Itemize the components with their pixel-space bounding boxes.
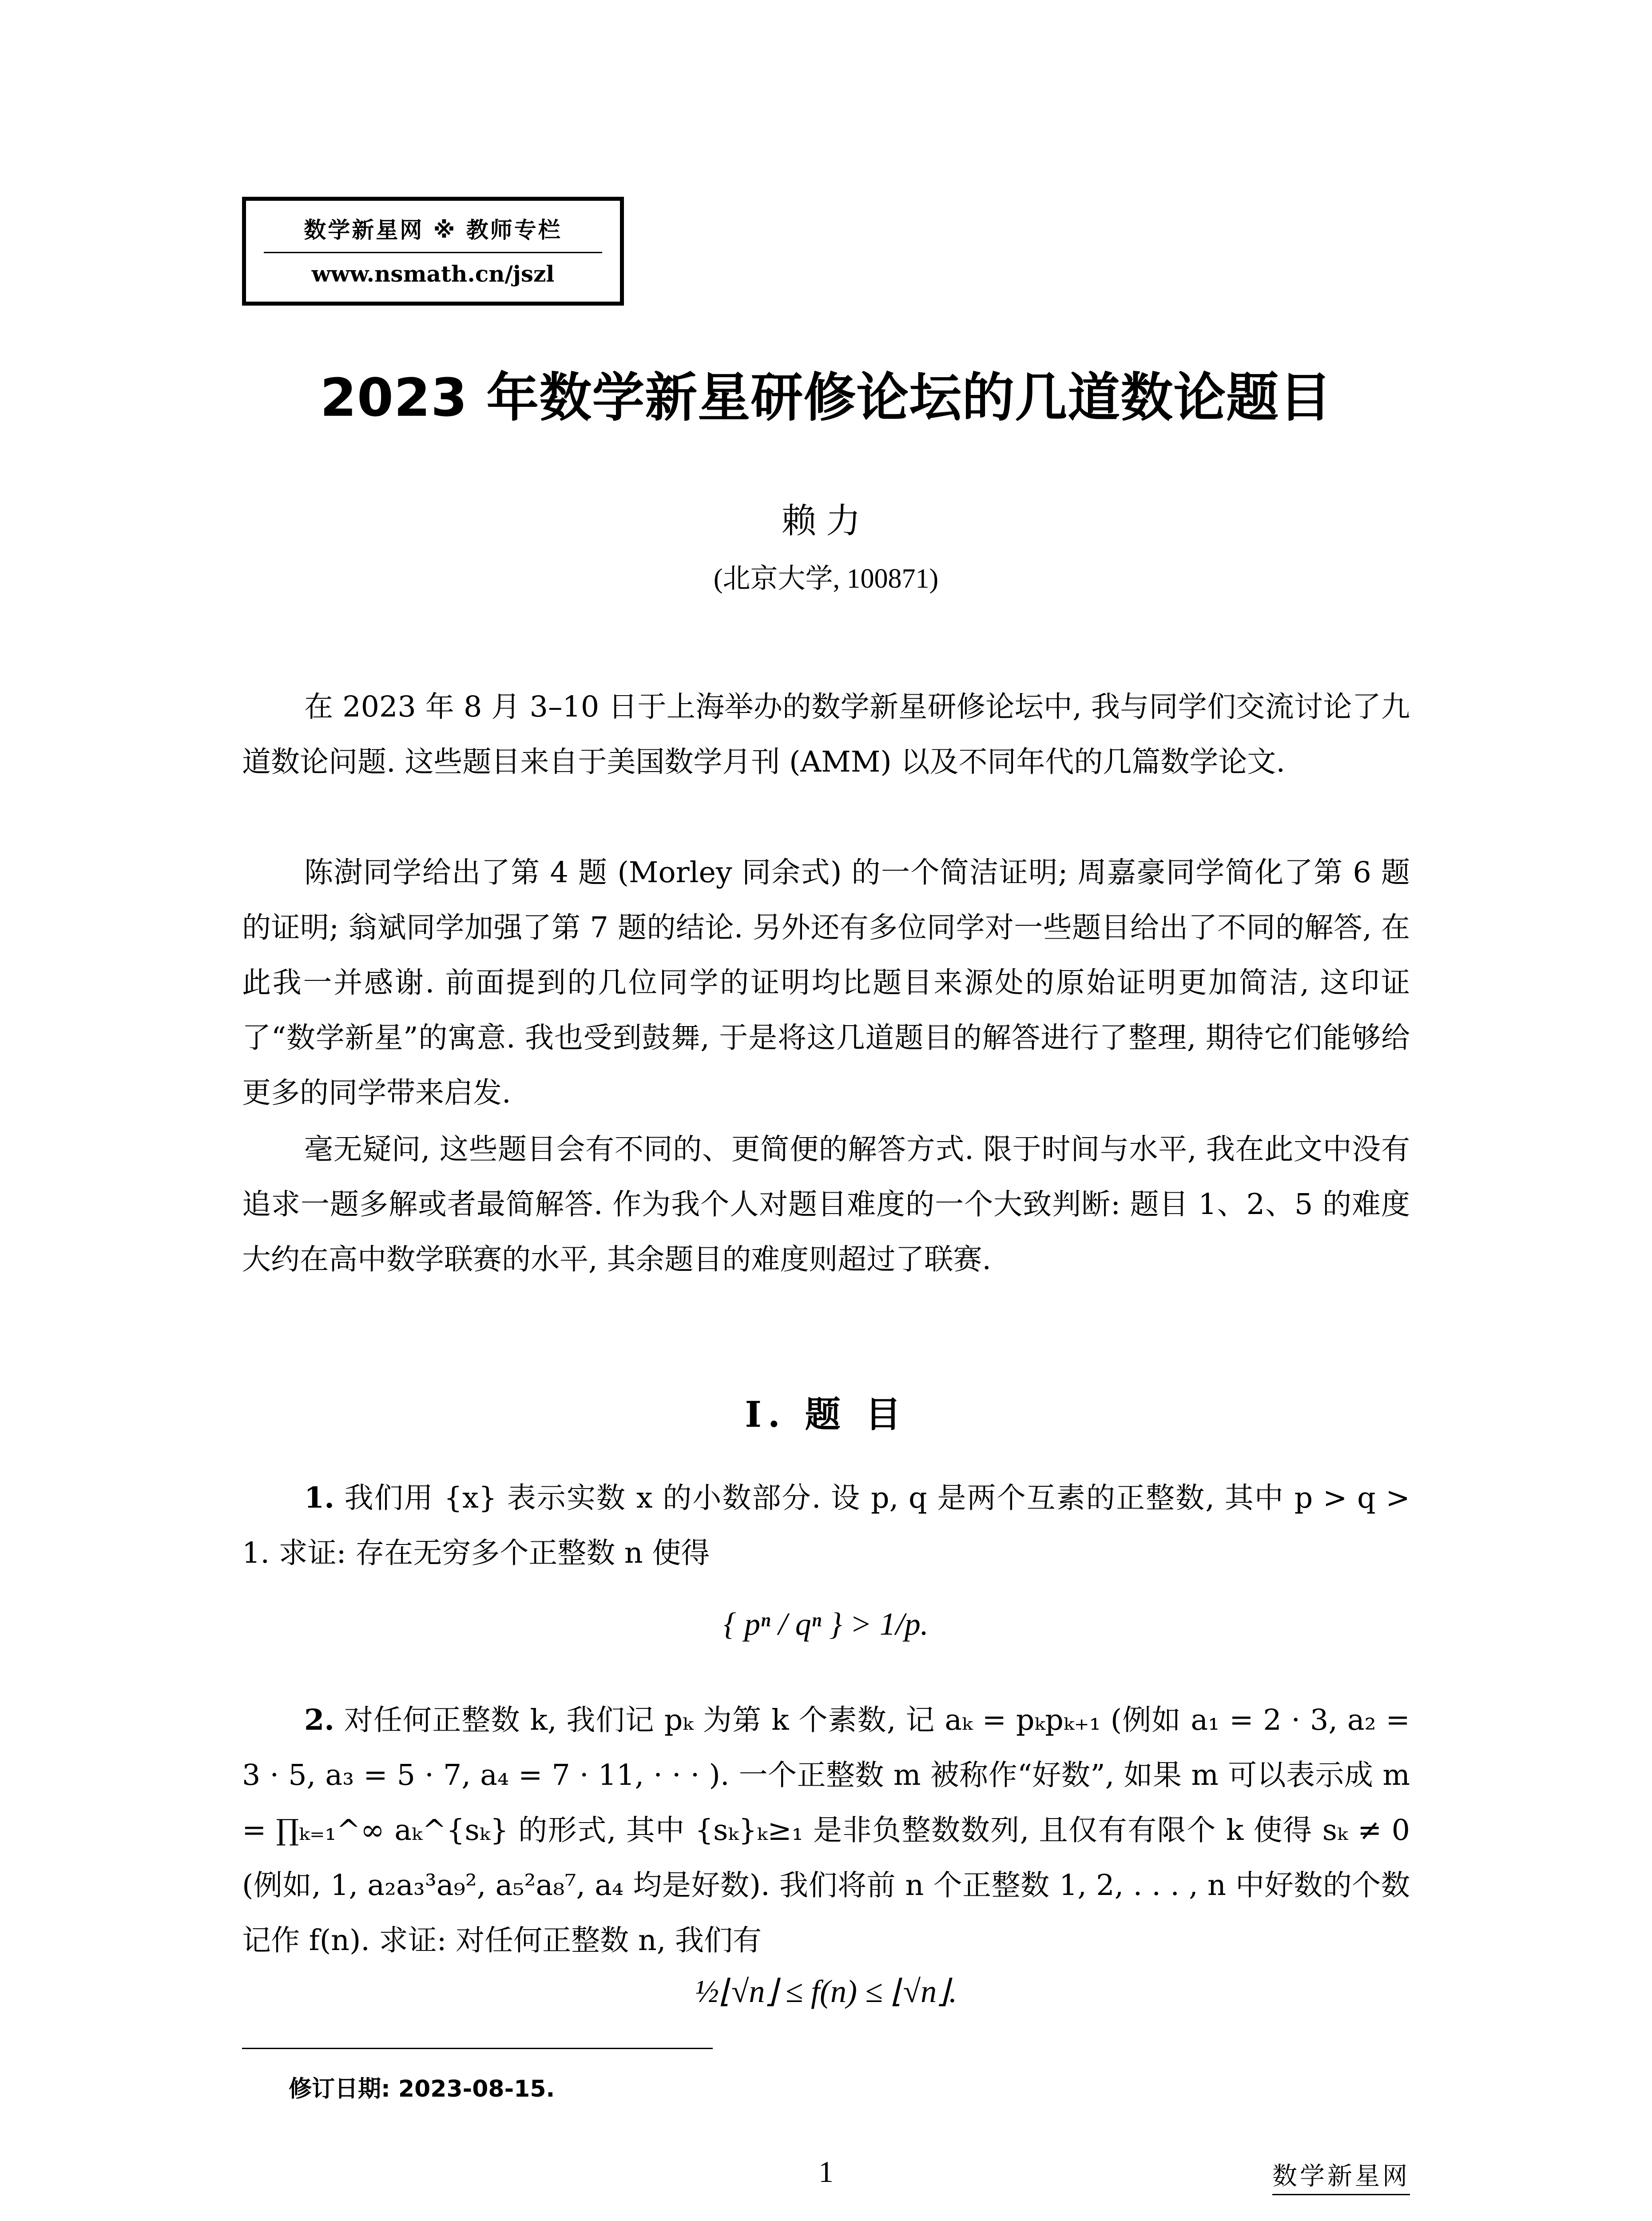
footnote-divider — [242, 2048, 713, 2049]
footnote-revision-date: 修订日期: 2023-08-15. — [289, 2076, 555, 2102]
problem-2-text: 对任何正整数 k, 我们记 pₖ 为第 k 个素数, 记 aₖ = pₖpₖ₊₁ (例如 a₁ = 2 · 3, a₂ = 3 · 5, a₃ = 5 · 7, a₄ = 7 · 11, · · · ). 一个正整数 m 被称作“好数”, 如果 m 可以表示成 m = ∏ₖ₌₁^∞ aₖ^{sₖ} 的形式, 其中 {sₖ}ₖ≥₁ 是非负整数数列, 且仅有有限个 k 使得 sₖ ≠ 0 (例如, 1, a₂a₃³a₉², a₅²a₈⁷, a₄ 均是好数). 我们将前 n 个正整数 1, 2, . . . , n 中好数的个数记作 f(n). 求证: 对任何正整数 n, 我们有 — [242, 1704, 1410, 1957]
page-number: 1 — [818, 2155, 834, 2189]
page-title: 2023 年数学新星研修论坛的几道数论题目 — [320, 367, 1332, 428]
problem-1 — [242, 1470, 1410, 1581]
footer-brand: 数学新星网 — [1272, 2157, 1410, 2195]
author-affiliation: (北京大学, 100871) — [713, 564, 939, 594]
problem-2-formula: ½⌊√n⌋ ≤ f(n) ≤ ⌊√n⌋. — [695, 1974, 957, 2009]
intro-paragraph-2: 陈澍同学给出了第 4 题 (Morley 同余式) 的一个简洁证明; 周嘉豪同学简化了第 6 题的证明; 翁斌同学加强了第 7 题的结论. 另外还有多位同学对一些题目给出了不同的解答, 在此我一并感谢. 前面提到的几位同学的证明均比题目来源处的原始证明更加简洁, 这印证了“数学新星”的寓意. 我也受到鼓舞, 于是将这几道题目的解答进行了整理, 期待它们能够给更多的同学带来启发. — [242, 856, 1410, 1110]
intro-paragraph-1: 在 2023 年 8 月 3–10 日于上海举办的数学新星研修论坛中, 我与同学们交流讨论了九道数论问题. 这些题目来自于美国数学月刊 (AMM) 以及不同年代的几篇数学论文. — [242, 690, 1410, 779]
header-brand-line: 数学新星网 ※ 教师专栏 — [304, 217, 562, 243]
author-name: 赖力 — [781, 501, 870, 541]
header-divider — [264, 252, 602, 253]
intro-paragraph-3: 毫无疑问, 这些题目会有不同的、更简便的解答方式. 限于时间与水平, 我在此文中没有追求一题多解或者最简解答. 作为我个人对题目难度的一个大致判断: 题目 1、2、5 的难度大约在高中数学联赛的水平, 其余题目的难度则超过了联赛. — [242, 1133, 1410, 1276]
problem-1-formula: { pⁿ / qⁿ } > 1/p. — [723, 1606, 929, 1642]
problem-2-number: 2. — [304, 1703, 334, 1737]
problem-2 — [242, 1692, 1410, 1968]
section-heading: I. 题 目 — [745, 1393, 907, 1435]
header-url: www.nsmath.cn/jszl — [311, 261, 555, 287]
problem-1-text: 我们用 {x} 表示实数 x 的小数部分. 设 p, q 是两个互素的正整数, 其中 p > q > 1. 求证: 存在无穷多个正整数 n 使得 — [242, 1481, 1410, 1570]
problem-1-number: 1. — [304, 1481, 334, 1515]
header-box — [242, 197, 624, 306]
